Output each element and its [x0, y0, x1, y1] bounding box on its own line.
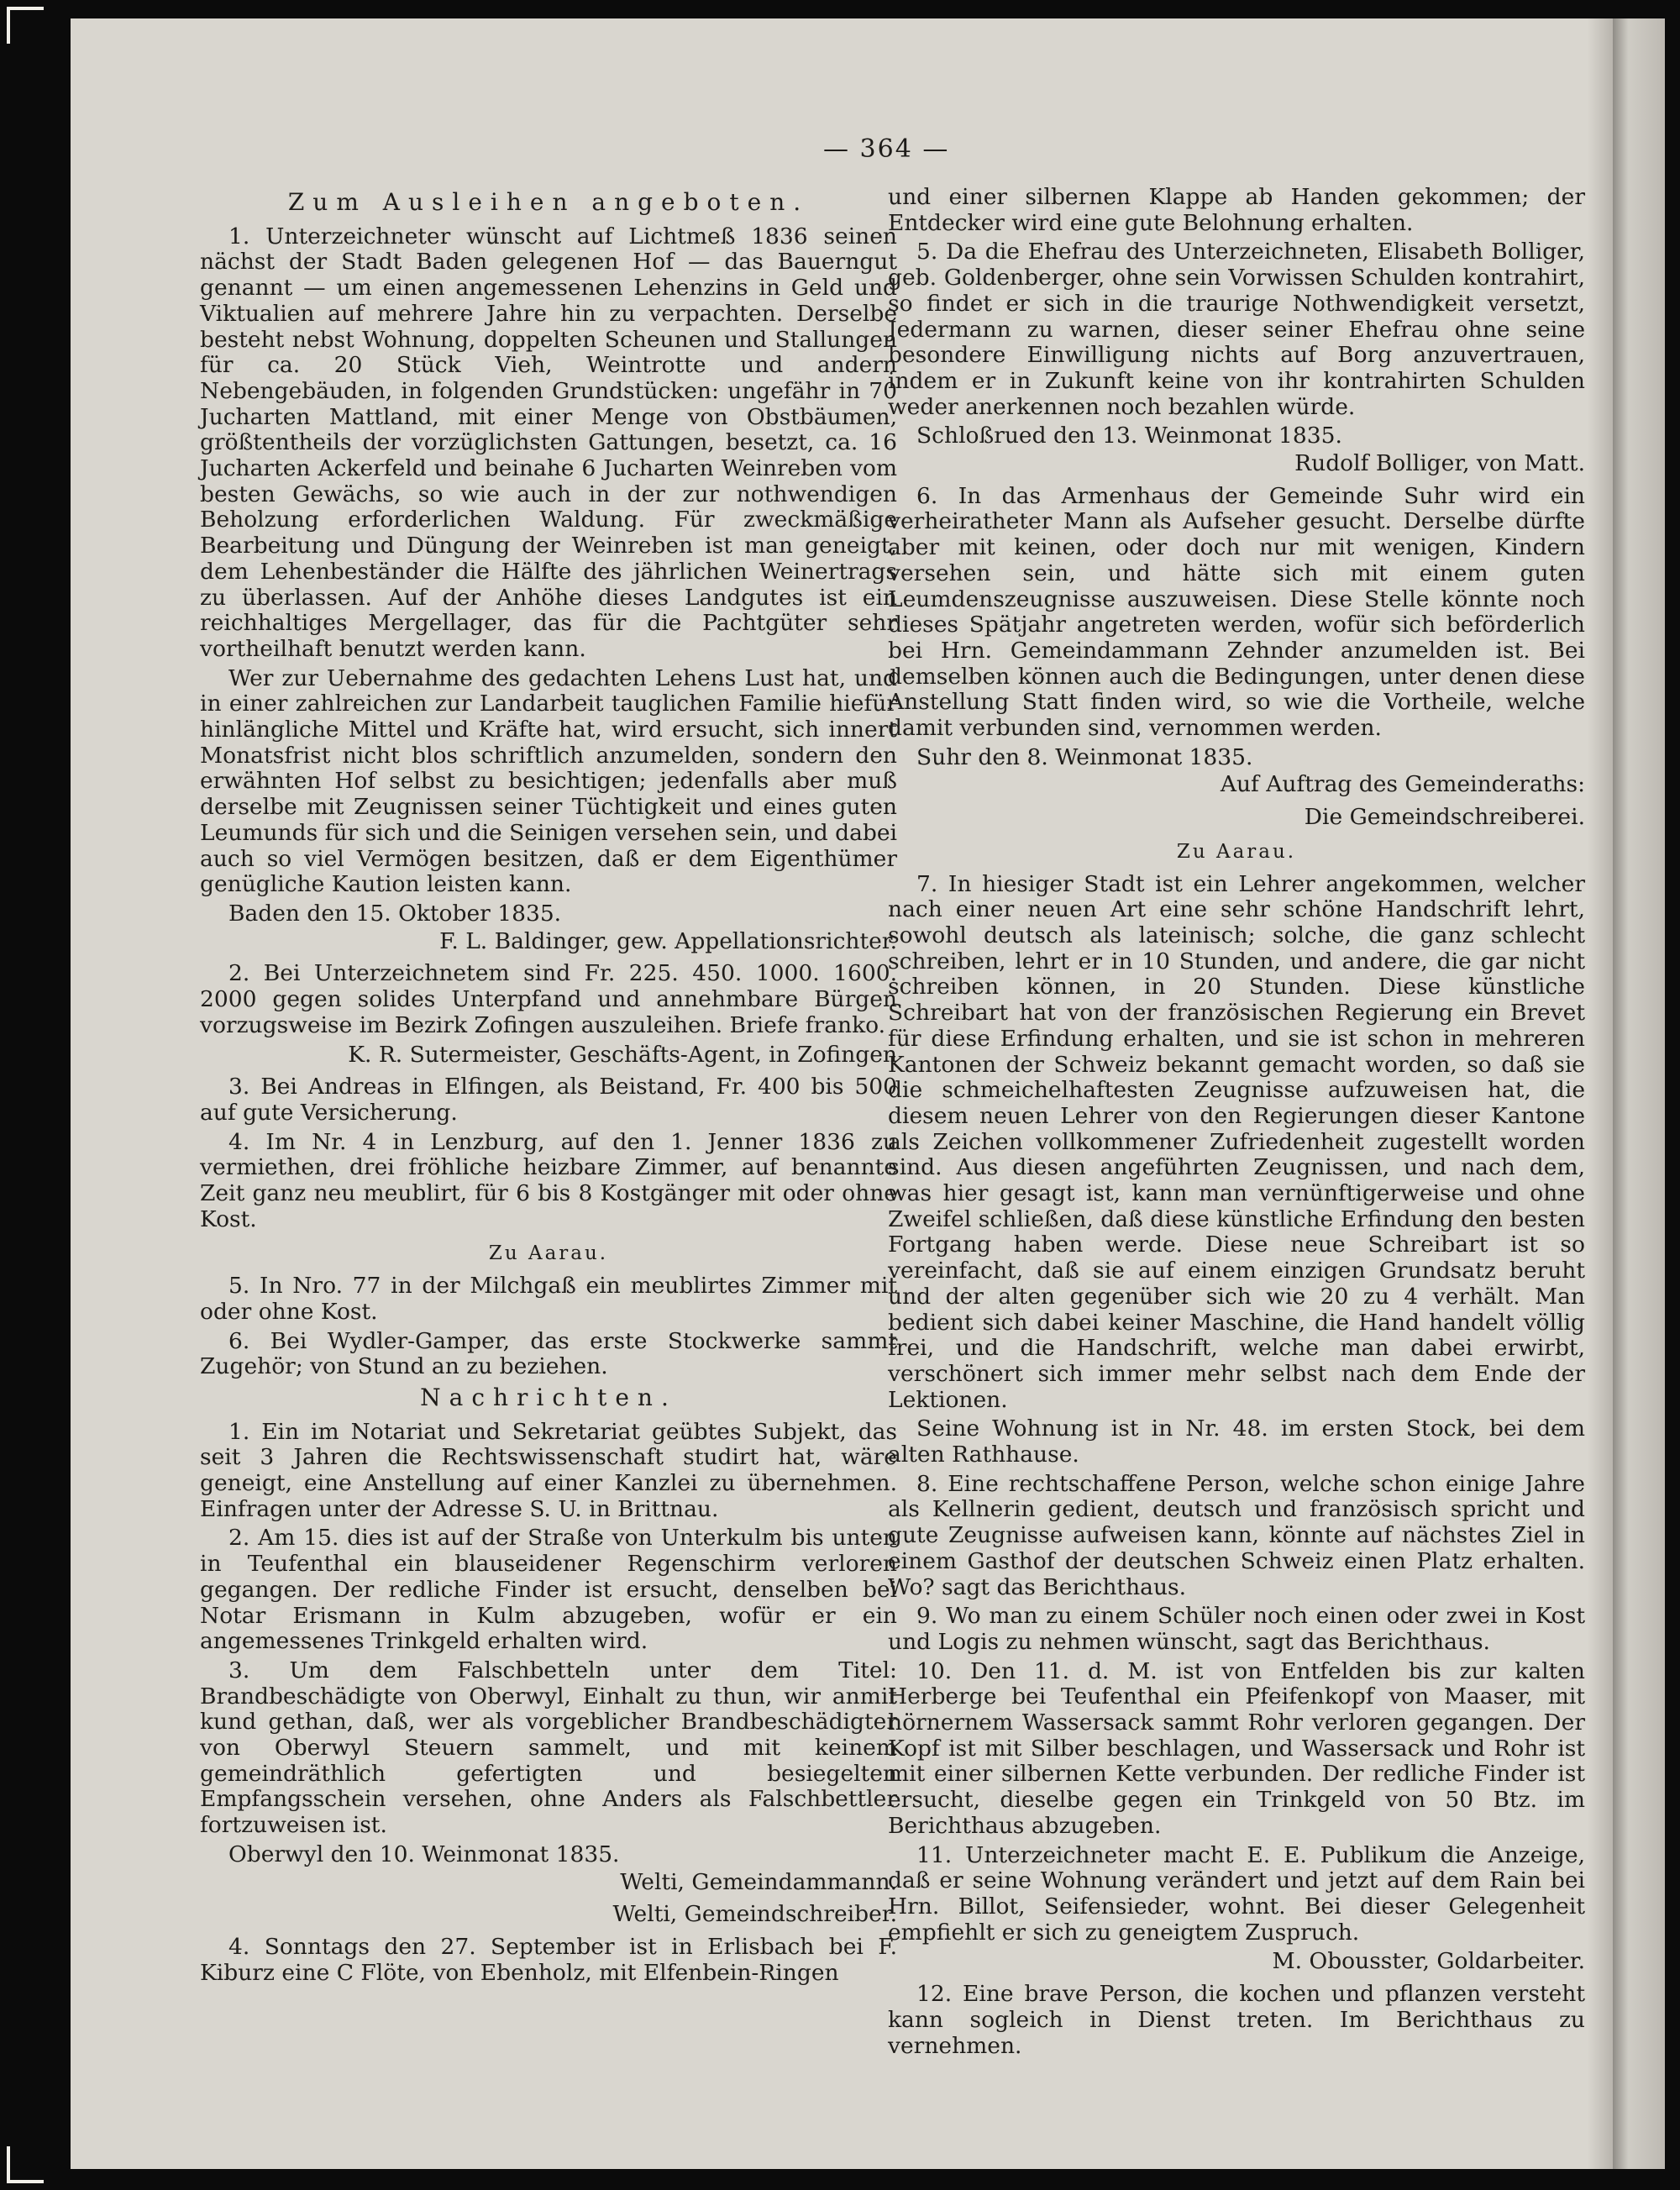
news-3: 3. Um dem Falschbetteln unter dem Titel: Brandbeschädigte von Oberwyl, Einhalt zu thun, wir anmit kund gethan, daß, wer als vorgeblicher Brandbeschädigter von Oberwyl Steuern sammelt, und mit keinem gemeindräthlich gefertigten und besiegelten Empfangsschein versehen, ohne Anders als Falschbettler fortzuweisen ist.: [200, 1657, 897, 1839]
news-4: 4. Sonntags den 27. September ist in Erlisbach bei F. Kiburz eine C Flöte, von Ebenholz, mit Elfenbein-Ringen: [200, 1934, 897, 1986]
section-heading-news: Nachrichten.: [420, 1383, 677, 1411]
notice-6: 6. Bei Wydler-Gamper, das erste Stockwerke sammt Zugehör; von Stund an zu beziehen.: [200, 1327, 897, 1380]
news-12: 12. Eine brave Person, die kochen und pflanzen versteht kann sogleich in Dienst treten. Im Berichthaus zu vernehmen.: [888, 1981, 1585, 2059]
news-7: 7. In hiesiger Stadt ist ein Lehrer angekommen, welcher nach einer neuen Art eine sehr schöne Handschrift lehrt, sowohl deutsch als lateinisch; solche, die ganz schlecht schreiben, lehrt er in 10 Stunden, und andere, die gar nicht schreiben können, in 20 Stunden. Diese künstliche Schreibart hat von der französischen Regierung ein Brevet für diese Erfindung erhalten, und sie ist schon in mehreren Kantonen der Schweiz bekannt gemacht worden, so daß sie die schmeichelhaftesten Zeugnisse aufzuweisen hat, die diesem neuen Lehrer von den Regierungen dieser Kantone als Zeichen vollkommener Zufriedenheit zugestellt worden sind. Aus diesen angeführten Zeugnissen, und nach dem, was hier gesagt ist, kann man vernünftigerweise und ohne Zweifel schließen, daß diese künstliche Erfindung den besten Fortgang haben werde. Diese neue Schreibart ist so vereinfacht, daß sie auf einem einzigen Grundsatz beruht und der alten gegenüber sich wie 20 zu 4 verhält. Man bedient sich dabei keiner Maschine, die Hand handelt völlig frei, und die Handschrift, welche man dabei erwirbt, verschönert sich immer mehr selbst nach dem Ende der Lektionen.: [888, 870, 1585, 1413]
news-3-signature-2: Welti, Gemeindschreiber.: [612, 1901, 897, 1928]
news-6: 6. In das Armenhaus der Gemeinde Suhr wird ein verheiratheter Mann als Aufseher gesucht. Derselbe dürfte aber mit keinen, oder doch nur mit wenigen, Kindern versehen sein, und hätte sich mit einem guten Leumdenszeugnisse auszuweisen. Diese Stelle könnte noch dieses Spätjahr angetreten werden, wofür sich beförderlich bei Hrn. Gemeindammann Zehnder anzumelden ist. Bei demselben können auch die Bedingungen, unter denen diese Anstellung Statt finden wird, so wie die Vortheile, welche damit verbunden sind, vernommen werden.: [888, 482, 1585, 742]
scan-corner-mark: [7, 2146, 44, 2183]
notice-5: 5. In Nro. 77 in der Milchgaß ein meublirtes Zimmer mit oder ohne Kost.: [200, 1273, 897, 1325]
news-11-signature: M. Obousster, Goldarbeiter.: [1272, 1948, 1585, 1975]
news-2: 2. Am 15. dies ist auf der Straße von Unterkulm bis unten in Teufenthal ein blauseidener Regenschirm verloren gegangen. Der redliche Finder ist ersucht, denselben bei Notar Erismann in Kulm abzugeben, wofür er ein angemessenes Trinkgeld erhalten wird.: [200, 1525, 897, 1655]
notice-2: 2. Bei Unterzeichnetem sind Fr. 225. 450. 1000. 1600. 2000 gegen solides Unterpfand und annehmbare Bürgen vorzugsweise im Bezirk Zofingen auszuleihen. Briefe franko.: [200, 960, 897, 1038]
subheading-aarau-2: Zu Aarau.: [1176, 840, 1297, 863]
notice-1-place-date: Baden den 15. Oktober 1835.: [228, 900, 562, 927]
news-5-signature: Rudolf Bolliger, von Matt.: [1294, 450, 1585, 477]
right-column: [888, 185, 1585, 2062]
left-column: [200, 185, 897, 1989]
notice-1-signature: F. L. Baldinger, gew. Appellationsrichter.: [439, 927, 897, 954]
notice-2-signature: K. R. Sutermeister, Geschäfts-Agent, in Zofingen: [348, 1041, 897, 1068]
notice-1: 1. Unterzeichneter wünscht auf Lichtmeß 1836 seinen nächst der Stadt Baden gelegenen Hof — das Bauerngut genannt — um einen angemessenen Lehenzins in Geld und Viktualien auf mehrere Jahre hin zu verpachten. Derselbe besteht nebst Wohnung, doppelten Scheunen und Stallungen für ca. 20 Stück Vieh, Weintrotte und andern Nebengebäuden, in folgenden Grundstücken: ungefähr in 70 Jucharten Mattland, mit einer Menge von Obstbäumen, größtentheils der vorzüglichsten Gattungen, besetzt, ca. 16 Jucharten Ackerfeld und beinahe 6 Jucharten Weinreben vom besten Gewächs, so wie auch in der zur nothwendigen Beholzung erforderlichen Waldung. Für zweckmäßige Bearbeitung und Düngung der Weinreben ist man geneigt, dem Lehenbeständer die Hälfte des jährlichen Weinertrags zu überlassen. Auf der Anhöhe dieses Landgutes ist ein reichhaltiges Mergellager, das für die Pachtgüter sehr vortheilhaft benutzt werden kann.: [200, 223, 897, 662]
page-number: — 364 —: [823, 134, 950, 164]
section-heading-loans: Zum Ausleihen angeboten.: [287, 188, 810, 216]
news-1: 1. Ein im Notariat und Sekretariat geübtes Subjekt, das seit 3 Jahren die Rechtswissenschaft studirt hat, wäre geneigt, eine Anstellung auf einer Kanzlei zu übernehmen. Einfragen unter der Adresse S. U. in Brittnau.: [200, 1418, 897, 1522]
subheading-aarau: Zu Aarau.: [488, 1242, 609, 1265]
news-8: 8. Eine rechtschaffene Person, welche schon einige Jahre als Kellnerin gedient, deutsch und französisch spricht und gute Zeugnisse aufweisen kann, könnte auf nächstes Ziel in einem Gasthof der deutschen Schweiz einen Platz erhalten. Wo? sagt das Berichthaus.: [888, 1470, 1585, 1600]
news-7-continued: Seine Wohnung ist in Nr. 48. im ersten Stock, bei dem alten Rathhause.: [888, 1415, 1585, 1468]
news-6-signature-1: Auf Auftrag des Gemeinderaths:: [1220, 771, 1585, 798]
news-6-place-date: Suhr den 8. Weinmonat 1835.: [916, 743, 1253, 770]
news-4-continued: und einer silbernen Klappe ab Handen gekommen; der Entdecker wird eine gute Belohnung erhalten.: [888, 184, 1585, 236]
page-gutter: [1588, 18, 1613, 2169]
news-5: 5. Da die Ehefrau des Unterzeichneten, Elisabeth Bolliger, geb. Goldenberger, ohne sein Vorwissen Schulden kontrahirt, so findet er sich in die traurige Nothwendigkeit versetzt, Jedermann zu warnen, dieser seiner Ehefrau ohne seine besondere Einwilligung nichts auf Borg anzuvertrauen, indem er in Zukunft keine von ihr kontrahirten Schulden weder anerkennen noch bezahlen würde.: [888, 239, 1585, 420]
news-3-signature-1: Welti, Gemeindammann.: [620, 1868, 897, 1895]
news-11: 11. Unterzeichneter macht E. E. Publikum die Anzeige, daß er seine Wohnung verändert und jetzt auf dem Rain bei Hrn. Billot, Seifensieder, wohnt. Bei dieser Gelegenheit empfiehlt er sich zu geneigtem Zuspruch.: [888, 1841, 1585, 1946]
news-3-place-date: Oberwyl den 10. Weinmonat 1835.: [228, 1841, 620, 1867]
book-edge: [1613, 18, 1665, 2169]
notice-4: 4. Im Nr. 4 in Lenzburg, auf den 1. Jenner 1836 zu vermiethen, drei fröhliche heizbare Zimmer, auf benannte Zeit ganz neu meublirt, für 6 bis 8 Kostgänger mit oder ohne Kost.: [200, 1128, 897, 1232]
news-9: 9. Wo man zu einem Schüler noch einen oder zwei in Kost und Logis zu nehmen wünscht, sagt das Berichthaus.: [888, 1603, 1585, 1655]
notice-1-continued: Wer zur Uebernahme des gedachten Lehens Lust hat, und in einer zahlreichen zur Landarbeit tauglichen Familie hiefür hinlängliche Mittel und Kräfte hat, wird ersucht, sich innert Monatsfrist nicht blos schriftlich anzumelden, sondern den erwähnten Hof selbst zu besichtigen; jedenfalls aber muß derselbe mit Zeugnissen seiner Tüchtigkeit und eines guten Leumunds für sich und die Seinigen versehen sein, und dabei auch so viel Vermögen besitzen, daß er dem Eigenthümer genügliche Kaution leisten kann.: [200, 664, 897, 898]
news-10: 10. Den 11. d. M. ist von Entfelden bis zur kalten Herberge bei Teufenthal ein Pfeifenkopf von Maaser, mit hörnernem Wassersack sammt Rohr verloren gegangen. Der Kopf ist mit Silber beschlagen, und Wassersack und Rohr ist mit einer silbernen Kette verbunden. Der redliche Finder ist ersucht, dieselbe gegen ein Trinkgeld von 50 Btz. im Berichthaus abzugeben.: [888, 1657, 1585, 1839]
news-5-place-date: Schloßrued den 13. Weinmonat 1835.: [916, 423, 1342, 449]
scan-corner-mark: [7, 7, 44, 44]
notice-3: 3. Bei Andreas in Elfingen, als Beistand, Fr. 400 bis 500 auf gute Versicherung.: [200, 1074, 897, 1126]
news-6-signature-2: Die Gemeindschreiberei.: [1304, 804, 1585, 831]
